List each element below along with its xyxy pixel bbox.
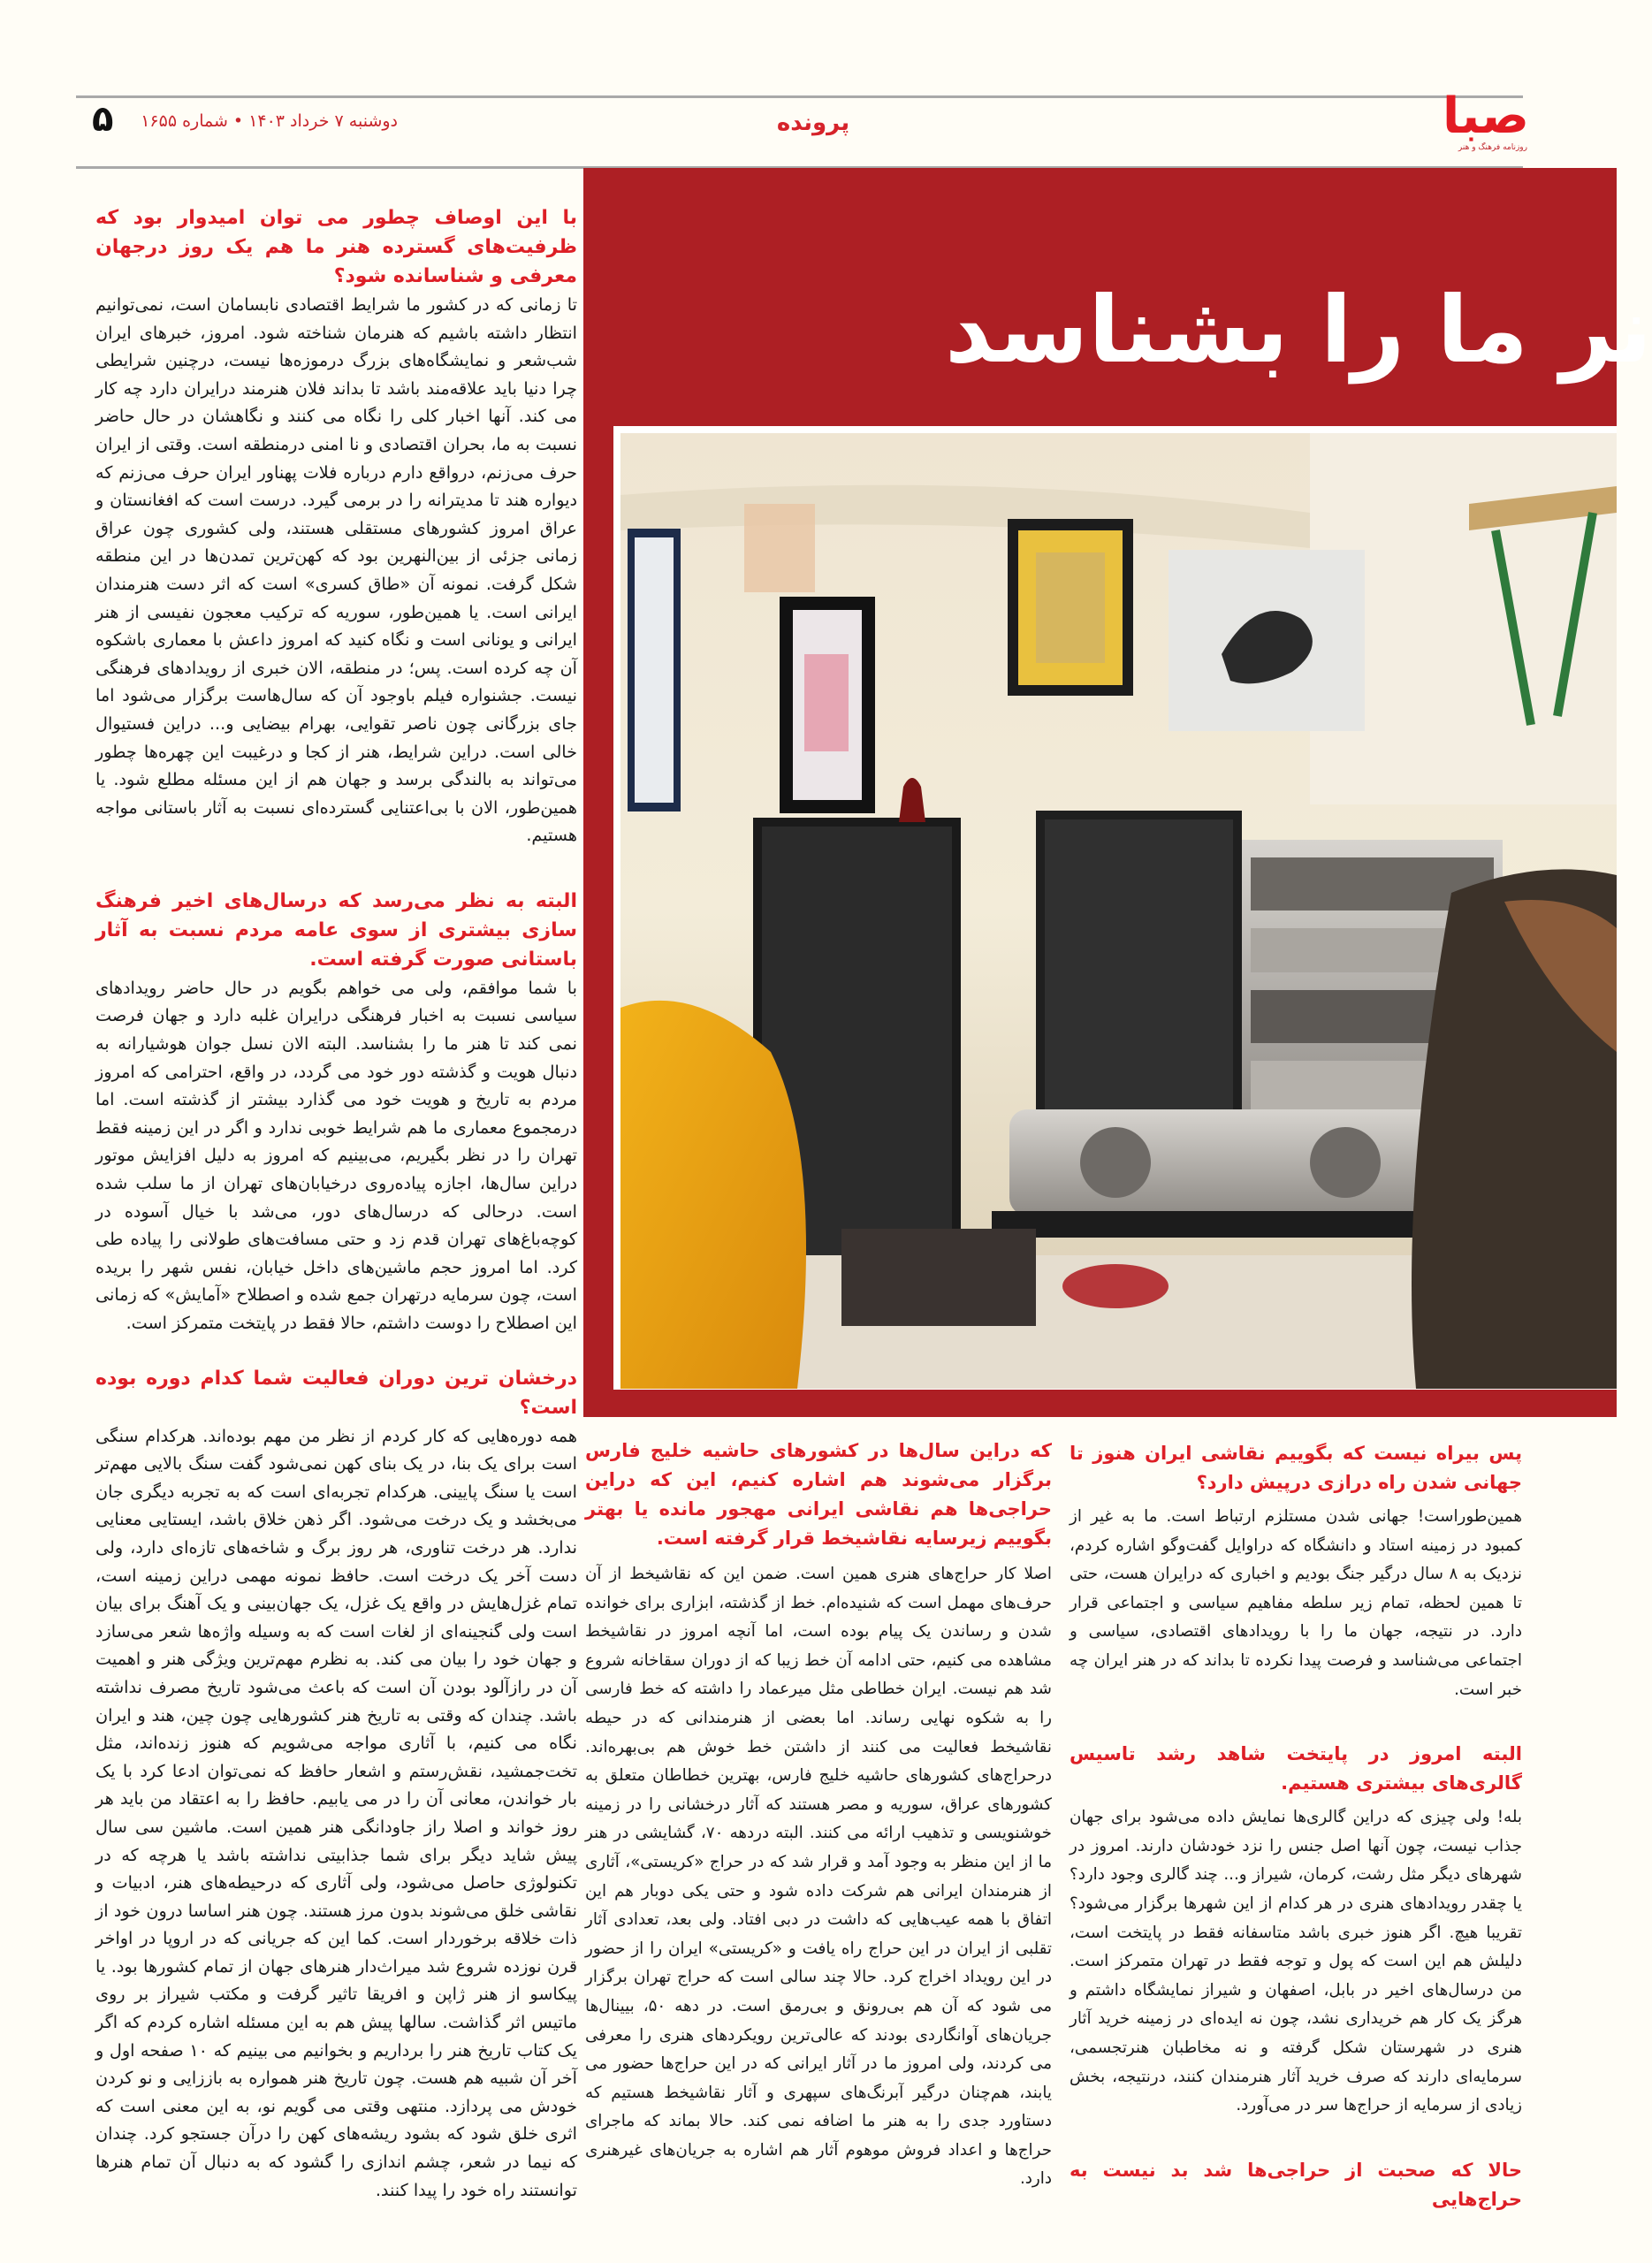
interview-question: درخشان ترین دوران فعالیت شما کدام دوره بوده است؟ [95, 1367, 577, 1419]
interview-question: البته به نظر می‌رسد که درسال‌های اخیر فرهنگ سازی بیشتری از سوی عامه مردم نسبت به آثار باستانی صورت گرفته است. [95, 889, 577, 971]
interview-answer: بله! ولی چیزی که دراین گالری‌ها نمایش داده می‌شود برای جهان جذاب نیست، چون آنها اصل جنس را نزد خودشان دارند. امروز در شهرهای دیگر مثل رشت، کرمان، شیراز و... چند گالری وجود دارد؟ یا چقدر رویدادهای هنری در هر کدام از این شهرها برگزار می‌شود؟ تقریبا هیچ. اگر هنوز خبری باشد متاسفانه فقط در پایتخت است، دلیلش هم این است که پول و توجه فقط در تهران متمرکز است. من درسال‌های اخیر در بابل، اصفهان و شیراز نمایشگاه داشتم و هرگز یک کار هم خریداری نشد، چون نه ایده‌ای در زمینه خرید آثار هنری در شهرستان شکل گرفته و نه مخاطبان هنرتجسمی، سرمایه‌ای دارند که صرف خرید آثار هنرمندان کنند، درنتیجه، بخش زیادی از سرمایه از حراج‌ها سر در می‌آورد. [1070, 1808, 1522, 2115]
logo-wordmark: صبا [1443, 88, 1529, 145]
interview-answer: اصلا کار حراج‌های هنری همین است. ضمن این که نقاشیخط از آن حرف‌های مهمل است که شنیده‌ام. خط از گذشته، ابزاری برای خوانده شدن و رساندن یک پیام بوده است، اما آنچه امروز در نقاشیخط مشاهده می کنیم، حتی ادامه آن خط زیبا که از دوران سقاخانه شروع شد هم نیست. ایران خطاطی مثل میرعماد را داشته که خط فارسی را به شکوه نهایی رساند. اما بعضی از هنرمندانی که در حیطه نقاشیخط فعالیت می کنند از داشتن خط خوش هم بی‌بهره‌اند. درحراج‌های کشورهای حاشیه خلیج فارس، بهترین خطاطان متعلق به کشورهای عراق، سوریه و مصر هستند که آثار درخشانی را در زمینه خوشنویسی و تذهیب ارائه می کنند. البته دردهه ۷۰، گشایشی در هنر ما از این منظر به وجود آمد و قرار شد که در حراج «کریستی»، آثاری از هنرمندان ایرانی هم شرکت داده شود و حتی یکی دوبار هم این اتفاق با همه عیب‌هایی که داشت در دبی افتاد. ولی بعد، تعدادی آثار تقلبی از ایران در این حراج راه یافت و «کریستی» ایران را از حضور در این رویداد اخراج کرد. حالا چند سالی است که حراج تهران برگزار می شود که آن هم بی‌رونق و بی‌رمق است. در دهه ۵۰، بیینال‌ها جریان‌های آوانگاردی بودند که عالی‌ترین رویکردهای هنری را معرفی می کردند، ولی امروز ما در آثار ایرانی که در این حراج‌ها حضور می یابند، هم‌چنان درگیر آبرنگ‌های سپهری و آثار نقاشیخط هستیم که دستاورد جدی را به هنر ما اضافه نمی کند. حالا بماند که ماجرای حراج‌ها و اعداد فروش موهوم آثار هم اشاره به جریان‌های غیرهنری دارد. [585, 1565, 1053, 2189]
interview-question: حالا که صحبت از حراجی‌ها شد بد نیست به حراج‌هایی [1070, 2159, 1522, 2210]
section-title: پرونده [776, 110, 850, 136]
feature-photo [613, 426, 1617, 1390]
header-top-rule [76, 95, 1523, 98]
interview-answer: همین‌طوراست! جهانی شدن مستلزم ارتباط است. ما به غیر از کمبود در زمینه استاد و دانشگاه که دراوایل گفت‌وگو اشاره کردم، نزدیک به ۸ سال درگیر جنگ بودیم و اخباری که درایران هست، حتی تا همین لحظه، تمام زیر سلطه مفاهیم سیاسی و اجتماعی قرار دارد. در نتیجه، جهان ما را با رویدادهای اقتصادی، سیاسی و اجتماعی می‌شناسد و فرصت پیدا نکرده تا بداند که در هنر ایران چه خبر است. [1070, 1507, 1522, 1699]
interview-answer: همه دوره‌هایی که کار کردم از نظر من مهم بوده‌اند. هرکدام سنگی است برای یک بنا، در یک بنای کهن نمی‌شود گفت سنگ بالایی مهم‌تر است یا سنگ پایینی. هرکدام تجربه‌ای است که به تجربه دیگری جان می‌بخشد و یک درخت می‌شود. اگر ذهن خلاق باشد، ایستایی معنایی ندارد. هر درخت تناوری، هر روز برگ و شاخه‌های تازه‌ای دارد، ولی دست آخر یک درخت است. حافظ نمونه مهمی دراین زمینه است، تمام غزل‌هایش در واقع یک غزل، یک جهان‌بینی و یک آهنگ برای بیان است ولی گنجینه‌ای از لغات است که به وسیله واژه‌ها شعر می‌سازد و جهان خود را بیان می کند. به نظرم مهم‌ترین ویژگی هنر و اهمیت آن در رازآلود بودن آن است که باعث می‌شود تاریخ مصرف نداشته باشد. چندان که وقتی به تاریخ هنر کشورهایی چون چین، هند و ایران نگاه می کنیم، با آثاری مواجه می‌شویم که هنوز زنده‌اند، مثل تخت‌جمشید، نقش‌رستم و اشعار حافظ که نمی‌توان ادعا کرد با یک بار خواندن، معانی آن را در می یابیم. حافظ را به اعتقاد من باید هر روز خواند و اصلا راز جاودانگی هنر همین است. ماشین سی سال پیش شاید دیگر برای شما جذابیتی نداشته باشد یا هرچه که در تکنولوژی حاصل می‌شود، ولی آثاری که درحیطه‌های هنر، ادبیات و نقاشی خلق می‌شوند بدون مرز هستند. چون هنر اساسا درون خود از ذات خلاقه برخوردار است. کما این که جریانی که در اروپا در اواخر قرن نوزده شروع شد میراث‌دار هنرهای جهان از تمام کشورها بود. یا پیکاسو از هنر ژاپن و افریقا تاثیر گرفت و مکتب شیراز بر روی ماتیس اثر گذاشت. سالها پیش هم به این مسئله اشاره کردم که اگر یک کتاب تاریخ هنر را برداریم و بخوانیم می بینیم که ۱۰ صفحه اول و آخر آن شبیه هم هست. چون تاریخ هنر همواره به باززایی و نو کردن خودش می پردازد. منتهی وقتی می گویم نو، به این معنی است که اثری خلق شود که بشود ریشه‌های کهن را درآن جستجو کرد. چندان که نیما در شعر، چشم اندازی را گشود که به دنبال آن تمام هنرها توانستند راه خود را پیدا کنند. [95, 1425, 577, 2200]
article-column-left [95, 203, 577, 2200]
article-column-middle [585, 1436, 1053, 2189]
logo-tagline: روزنامه فرهنگ و هنر [1458, 143, 1527, 152]
article-column-right [1070, 1439, 1522, 2210]
feature-headline: نر ما را بشناسد [944, 276, 1652, 384]
newspaper-logo [1441, 88, 1529, 152]
interview-question: با این اوصاف چطور می توان امیدوار بود که ظرفیت‌های گسترده هنر ما هم یک روز درجهان معرفی و شناسانده شود؟ [95, 207, 577, 287]
interview-question: پس بیراه نیست که بگوییم نقاشی ایران هنوز تا جهانی شدن راه درازی درپیش دارد؟ [1070, 1443, 1522, 1493]
dateline: دوشنبه ۷ خرداد ۱۴۰۳ • شماره ۱۶۵۵ [141, 111, 398, 131]
interview-answer: با شما موافقم، ولی می خواهم بگویم در حال حاضر رویدادهای سیاسی نسبت به اخبار فرهنگی درایران غلبه دارد و جهان فرصت نمی کند تا هنر ما را بشناسد. البته الان نسل جوان هوشیارانه به دنبال هویت و گذشته دور خود می گردد، در واقع، احترامی که امروز مردم به تاریخ و هویت خود می گذارد بیشتر از گذشته است. اما درمجموع معماری ما هم شرایط خوبی ندارد و اگر در این زمینه فقط تهران را در نظر بگیریم، می‌بینیم که امروز به دلیل افزایش موتور دراین سال‌ها، اجازه پیاده‌روی درخیابان‌های تهران از ما سلب شده است. درحالی که درسال‌های دور، می‌شد با خیال آسوده در کوچه‌باغ‌های تهران قدم زد و حتی مسافت‌های طولانی را پیاده طی کرد. اما امروز حجم ماشین‌های داخل خیابان، نفس شهر را بریده است، چون سرمایه درتهران جمع شده و اصطلاح «آمایش» که زمانی این اصطلاح را دوست داشتم، حالا فقط در پایتخت متمرکز است. [95, 977, 577, 1333]
page-number: ۵ [92, 99, 114, 140]
interview-question: البته امروز در پایتخت شاهد رشد تاسیس گالری‌های بیشتری هستیم. [1070, 1743, 1522, 1794]
studio-photo-illustration [620, 433, 1617, 1389]
interview-answer: تا زمانی که در کشور ما شرایط اقتصادی نابسامان است، نمی‌توانیم انتظار داشته باشیم که هنرمان شناخته شود. امروز، خبرهای ایران شب‌شعر و نمایشگاه‌های بزرگ درموزه‌ها نیست، درچنین شرایطی چرا دنیا باید علاقه‌مند باشد تا بداند فلان هنرمند درایران دارد چه کار می کند. آنها اخبار کلی را نگاه می کنند و نگاهشان در حال حاضر نسبت به ما، بحران اقتصادی و نا امنی درمنطقه است. وقتی از ایران حرف می‌زنم، درواقع دارم درباره فلات پهناور ایران حرف می‌زنم که دیواره هند تا مدیترانه را در برمی گیرد. درست است که افغانستان و عراق امروز کشورهای مستقلی هستند، ولی کشوری چون عراق زمانی جزئی از بین‌النهرین بود که کهن‌ترین تمدن‌ها در این منطقه شکل گرفت. نمونه آن «طاق کسری» است که اثر دست هنرمندان ایرانی است. یا همین‌طور، سوریه که ترکیب معجون نفیسی از هنر ایرانی و یونانی است و نگاه کنید که امروز داعش با معماری باشکوه آن چه کرده است. پس؛ در منطقه، الان خبری از رویدادهای فرهنگی نیست. جشنواره فیلم باوجود آن که سال‌هاست برگزار می‌شود اما جای بزرگانی چون ناصر تقوایی، بهرام بیضایی و... دراین فستیوال خالی است. دراین شرایط، هنر از کجا و درغیبت این چهره‌ها چطور می‌تواند به بالندگی برسد و جهان هم از این مسئله مطلع شود. یا همین‌طور، الان با بی‌اعتنایی گسترده‌ای نسبت به آثار باستانی مواجه هستیم. [95, 294, 577, 846]
interview-question: که دراین سال‌ها در کشورهای حاشیه خلیج فارس برگزار می‌شوند هم اشاره کنیم، این که دراین حراجی‌ها هم نقاشی ایرانی مهجور مانده یا بهتر بگوییم زیرسایه نقاشیخط قرار گرفته است. [585, 1440, 1052, 1549]
